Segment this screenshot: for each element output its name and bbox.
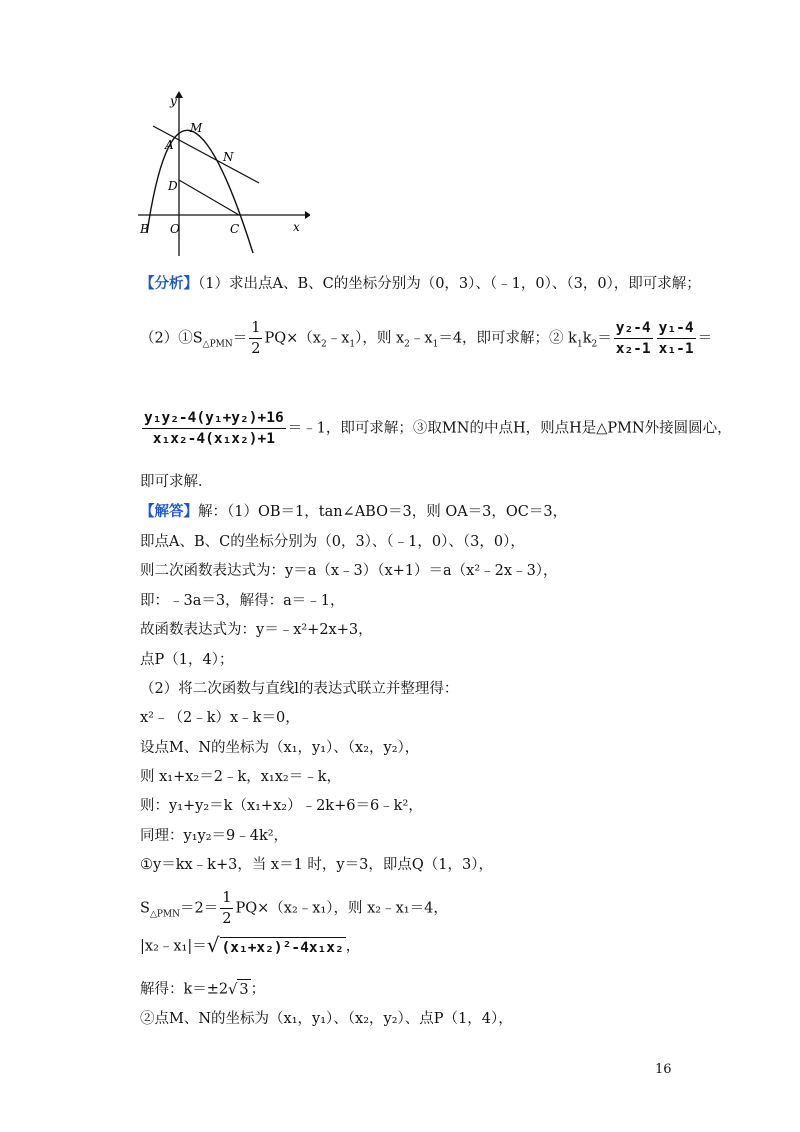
text-seg: ﹣x: [326, 330, 350, 347]
label-m: M: [190, 121, 203, 135]
subscript: △PMN: [149, 909, 181, 920]
text-seg: PQ×（x: [264, 330, 321, 347]
text-seg: ＝: [597, 330, 612, 347]
line-l: [153, 126, 259, 183]
analysis-text-3: ＝﹣1，即可求解；③取MN的中点H，则点H是△PMN外接圆圆心，: [287, 420, 732, 437]
line-dc: [179, 180, 239, 215]
solution-line-9: 设点M、N的坐标为（x₁，y₁）、（x₂，y₂），: [140, 740, 420, 756]
label-x: x: [293, 220, 300, 234]
solution-line-12: 同理：y₁y₂＝9﹣4k²，: [140, 828, 289, 844]
label-n: N: [223, 150, 234, 164]
solution-line-5: 故函数表达式为：y＝﹣x²+2x+3，: [140, 622, 373, 638]
radicand: (x₁+x₂)²-4x₁x₂: [220, 937, 346, 958]
label-c: C: [230, 222, 240, 236]
solution-text-1: 解：（1）OB＝1，tan∠ABO＝3，则 OA＝3，OC＝3，: [198, 504, 568, 520]
text-seg: 解得：k＝±2: [140, 981, 229, 998]
denominator: x₁x₂-4(x₁x₂)+1: [152, 431, 275, 447]
coordinate-graph: [135, 88, 310, 258]
text-seg: |x₂﹣x₁|＝: [140, 938, 207, 955]
solution-line-16: [140, 979, 265, 1000]
label-b: B: [140, 222, 149, 236]
text-seg: ，: [345, 938, 361, 955]
text-seg: PQ×（x₂﹣x₁），则 x₂﹣x₁＝4，: [235, 900, 448, 917]
solution-line-15: [140, 935, 360, 958]
sqrt-expression: √ (x₁+x₂)²-4x₁x₂: [206, 933, 344, 957]
analysis-line-4: 即可求解．: [140, 474, 213, 490]
solution-line-3: 则二次函数表达式为：y＝a（x﹣3）（x+1）＝a（x²﹣2x﹣3），: [140, 563, 558, 579]
solution-line-14: [140, 888, 448, 929]
text-seg: ＝: [697, 330, 713, 347]
denominator: x₁-1: [658, 341, 694, 357]
solution-line-2: 即点A、B、C的坐标分别为（0，3）、（﹣1，0）、（3，0），: [140, 534, 525, 550]
subscript: △PMN: [202, 339, 233, 350]
solution-line-8: x²﹣（2﹣k）x﹣k＝0，: [140, 710, 300, 726]
fraction-3: [142, 408, 286, 449]
label-a: A: [165, 138, 174, 152]
radicand: 3: [237, 979, 250, 1000]
fraction-half-2: [220, 888, 233, 929]
x-axis-arrow: [305, 211, 310, 219]
solution-line-7: （2）将二次函数与直线l的表达式联立并整理得：: [140, 681, 459, 697]
solution-line-13: ①y＝kx﹣k+3，当 x＝1 时，y＝3，即点Q（1，3），: [140, 857, 493, 873]
analysis-line-3: [140, 408, 732, 449]
text-seg: （2）①S: [140, 330, 203, 347]
numerator: y₂-4: [614, 318, 653, 339]
text-seg: ；: [250, 981, 266, 998]
parabola-figure: [135, 88, 310, 258]
analysis-line-2: $(2)①S_{\triangle PMN}=$ $\frac{1}{2}$ $PQ\times(x_2﹣x_1)$，则 $x_2﹣x_1=4$，即可求解；② $k_1k_2=$ $\frac{\text{y₂-4}}{\text{x₂-1}}$ $\frac{\text{y₁-4}}{\text{x₁-1}}$ ＝: [140, 320, 713, 357]
fraction-1: [614, 318, 653, 359]
fraction-half: [249, 318, 262, 359]
numerator: y₁-4: [657, 318, 696, 339]
sqrt-3: √ 3: [228, 979, 250, 1000]
solution-line-10: 则 x₁+x₂＝2﹣k，x₁x₂＝﹣k，: [140, 769, 342, 785]
solution-line-6: 点P（1，4）；: [140, 652, 234, 668]
label-o: O: [170, 222, 180, 236]
text-seg: S: [140, 900, 150, 917]
page-number: 16: [655, 1062, 672, 1077]
numerator: 1: [220, 888, 233, 909]
denominator: 2: [251, 341, 261, 357]
text-seg: ＝2＝: [180, 900, 219, 917]
denominator: 2: [222, 911, 232, 927]
solution-line-4: 即：﹣3a＝3，解得：a＝﹣1，: [140, 593, 345, 609]
solution-line-17: ②点M、N的坐标为（x₁，y₁）、（x₂，y₂）、点P（1，4），: [140, 1011, 513, 1027]
numerator: y₁y₂-4(y₁+y₂)+16: [142, 408, 286, 429]
fraction-2: [657, 318, 696, 359]
solution-line-1: [140, 502, 567, 522]
denominator: x₂-1: [615, 341, 651, 357]
text-seg: ＝: [232, 330, 248, 347]
analysis-text-1: （1）求出点A、B、C的坐标分别为（0，3）、（﹣1，0）、（3，0），即可求解；: [198, 276, 701, 292]
text-seg: ），则 x: [355, 330, 405, 347]
solution-tag: 【解答】: [140, 504, 198, 520]
analysis-tag: 【分析】: [140, 276, 198, 292]
label-d: D: [168, 179, 178, 193]
text-seg: ＝4，即可求解；② k: [438, 330, 577, 347]
text-seg: ﹣x: [409, 330, 433, 347]
solution-line-11: 则：y₁+y₂＝k（x₁+x₂）﹣2k+6＝6﹣k²，: [140, 798, 423, 814]
label-y: y: [170, 94, 177, 108]
text-seg: k: [582, 330, 592, 347]
numerator: 1: [249, 318, 262, 339]
analysis-line-1: [140, 274, 701, 294]
